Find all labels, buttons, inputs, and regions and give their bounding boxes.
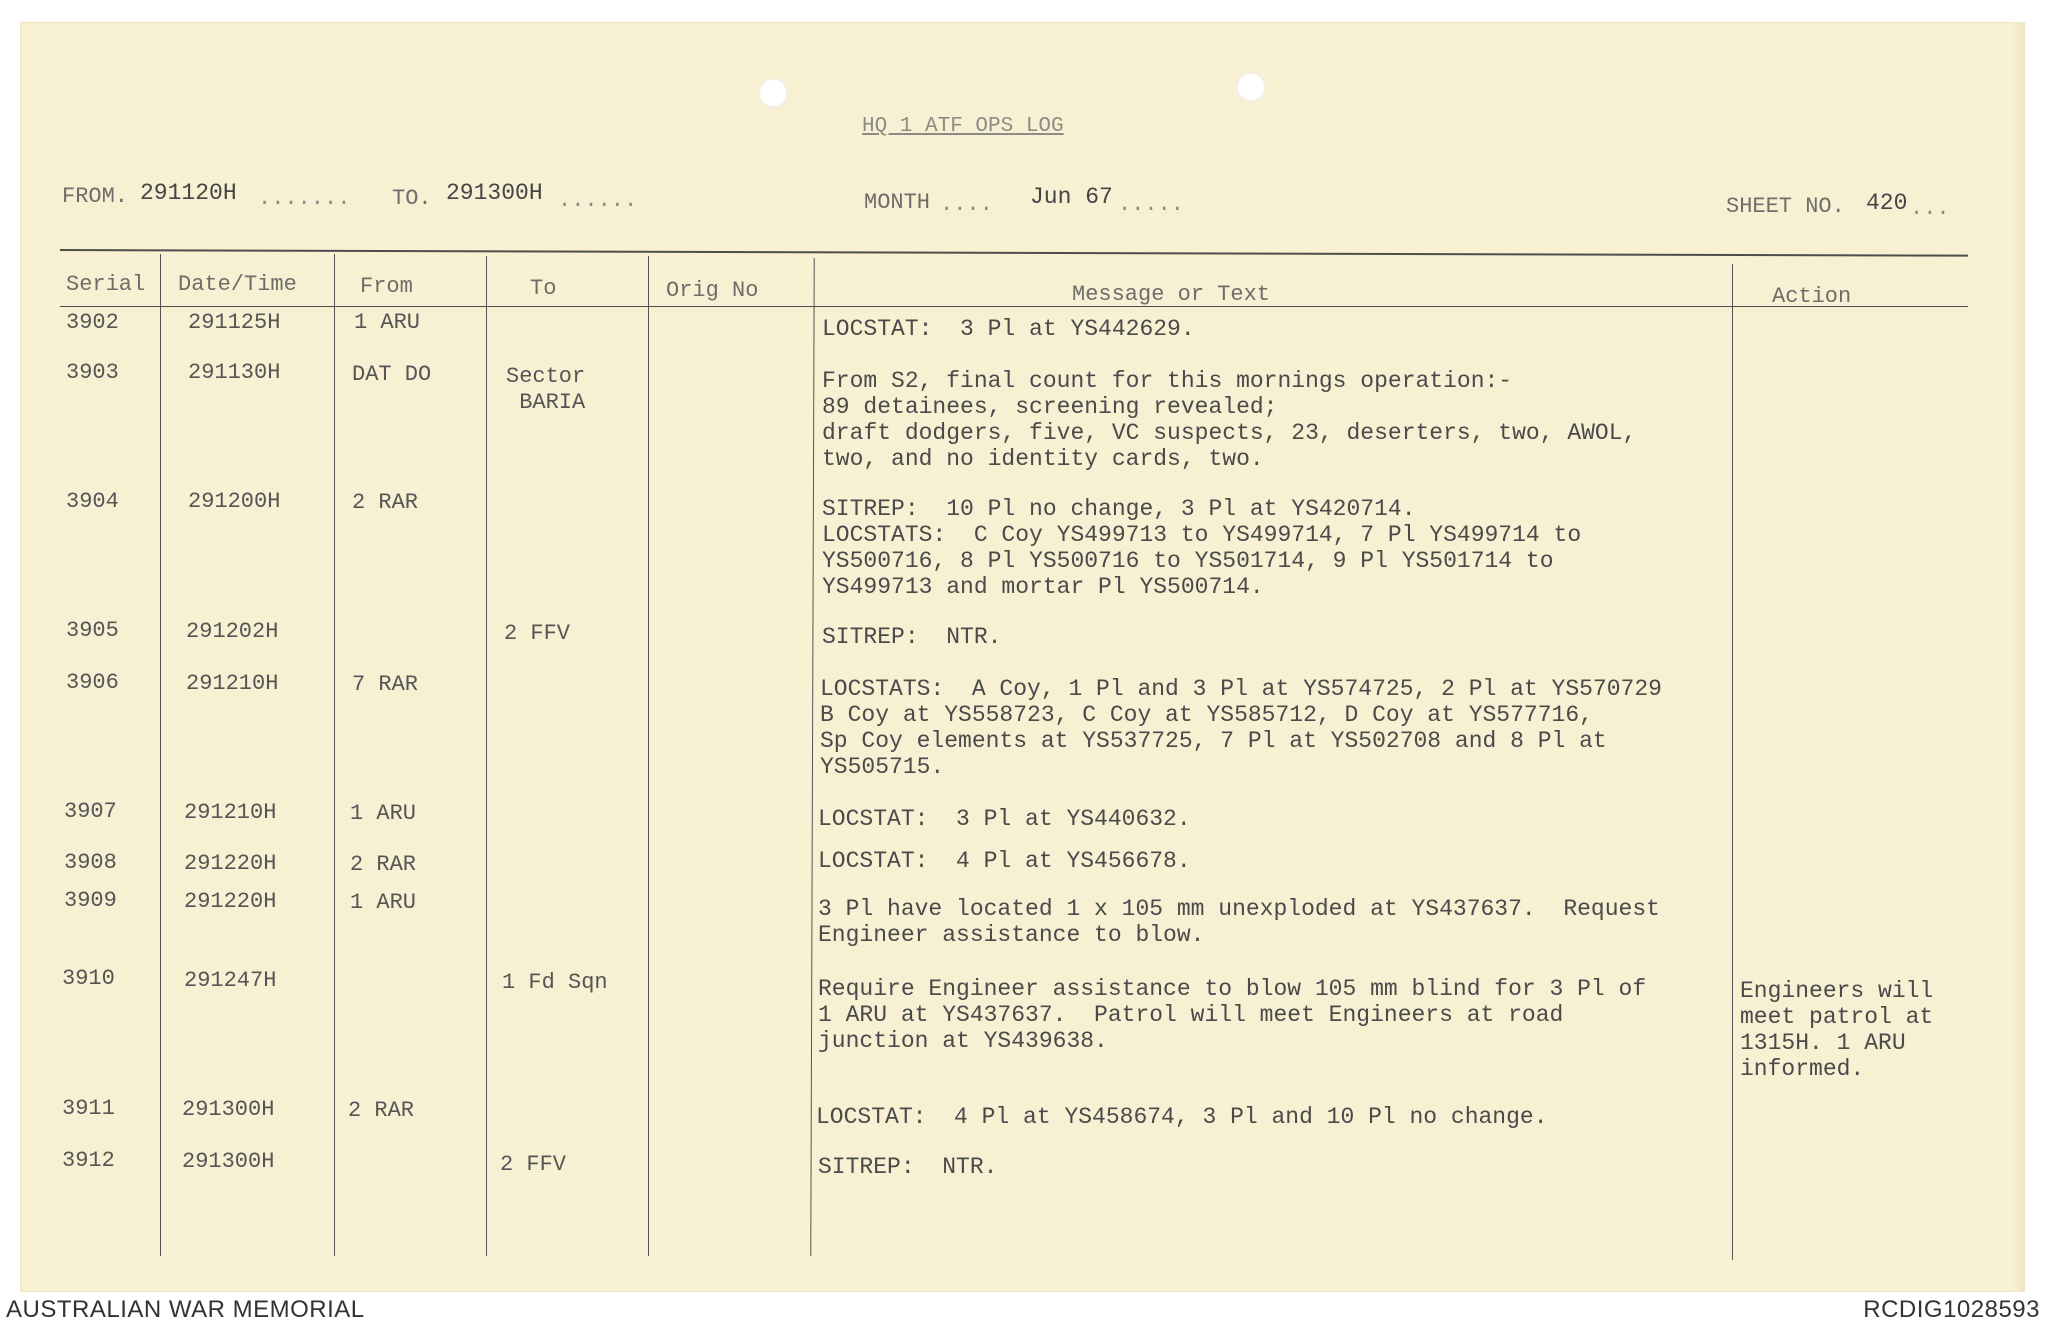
header-bottom-rule (60, 306, 1968, 307)
from-cell: 1 ARU (350, 801, 417, 826)
datetime-cell: 291300H (182, 1149, 275, 1174)
from-dots: ....... (258, 186, 351, 211)
datetime-cell: 291210H (186, 671, 279, 696)
footer-record-id: RCDIG1028593 (1863, 1296, 2040, 1323)
col-divider-serial (160, 254, 161, 1256)
to-value: 291300H (446, 180, 543, 206)
datetime-cell: 291300H (182, 1097, 275, 1122)
col-divider-datetime (334, 254, 335, 1256)
sheet-value: 420 (1866, 190, 1908, 216)
from-cell: 2 RAR (348, 1098, 415, 1123)
col-header-message: Message or Text (1072, 282, 1271, 307)
message-cell: LOCSTATS: A Coy, 1 Pl and 3 Pl at YS574725, 2 Pl at YS570729 B Coy at YS558723, C Coy at YS585712, D Coy at YS577716, Sp Coy elements at YS537725, 7 Pl at YS502708 and 8 Pl at YS505715. (820, 676, 1662, 780)
serial-cell: 3905 (66, 618, 119, 643)
to-cell: Sector BARIA (506, 364, 586, 415)
from-cell: 2 RAR (352, 490, 419, 515)
from-value: 291120H (140, 180, 237, 206)
message-cell: From S2, final count for this mornings operation:- 89 detainees, screening revealed; draft dodgers, five, VC suspects, 23, deserters, two, AWOL, two, and no identity cards, two. (822, 368, 1637, 472)
document-title: HQ 1 ATF OPS LOG (862, 115, 1064, 138)
month-dots-trailing: ..... (1118, 192, 1185, 217)
from-label: FROM. (62, 184, 129, 209)
col-header-serial: Serial (66, 272, 146, 297)
serial-cell: 3907 (64, 799, 117, 824)
serial-cell: 3911 (62, 1096, 115, 1121)
col-header-datetime: Date/Time (178, 272, 297, 297)
to-label: TO. (392, 186, 432, 211)
message-cell: LOCSTAT: 4 Pl at YS456678. (818, 848, 1191, 874)
punch-hole-left (758, 78, 788, 108)
sheet-dots: ... (1910, 196, 1950, 221)
to-cell: 2 FFV (504, 621, 571, 646)
action-cell: Engineers will meet patrol at 1315H. 1 ARU informed. (1740, 978, 1934, 1082)
col-divider-to (648, 256, 649, 1256)
serial-cell: 3903 (66, 360, 119, 385)
serial-cell: 3910 (62, 966, 115, 991)
message-cell: LOCSTAT: 4 Pl at YS458674, 3 Pl and 10 Pl no change. (816, 1104, 1548, 1130)
message-cell: SITREP: 10 Pl no change, 3 Pl at YS420714. LOCSTATS: C Coy YS499713 to YS499714, 7 Pl YS499714 to YS500716, 8 Pl YS500716 to YS501714, 9 Pl YS501714 to YS499713 and mortar Pl YS500714. (822, 496, 1582, 600)
to-cell: 1 Fd Sqn (502, 970, 608, 995)
month-value: Jun 67 (1030, 184, 1113, 210)
serial-cell: 3912 (62, 1148, 115, 1173)
from-cell: 7 RAR (352, 672, 419, 697)
datetime-cell: 291220H (184, 889, 277, 914)
col-divider-from (486, 256, 487, 1256)
month-label: MONTH (864, 190, 931, 215)
message-cell: SITREP: NTR. (822, 624, 1002, 650)
datetime-cell: 291200H (188, 489, 281, 514)
message-cell: SITREP: NTR. (818, 1154, 998, 1180)
message-cell: 3 Pl have located 1 x 105 mm unexploded at YS437637. Request Engineer assistance to blow. (818, 896, 1660, 948)
serial-cell: 3906 (66, 670, 119, 695)
serial-cell: 3909 (64, 888, 117, 913)
datetime-cell: 291220H (184, 851, 277, 876)
punch-hole-right (1236, 72, 1266, 102)
datetime-cell: 291247H (184, 968, 277, 993)
col-header-from: From (360, 274, 413, 299)
footer-credit: AUSTRALIAN WAR MEMORIAL (6, 1296, 365, 1323)
month-dots: .... (940, 192, 993, 217)
datetime-cell: 291130H (188, 360, 281, 385)
from-cell: 1 ARU (354, 310, 421, 335)
log-sheet (20, 22, 2025, 1292)
message-cell: LOCSTAT: 3 Pl at YS442629. (822, 316, 1195, 342)
col-header-orig: Orig No (666, 278, 759, 303)
col-header-to: To (530, 276, 557, 301)
serial-cell: 3902 (66, 310, 119, 335)
from-cell: DAT DO (352, 362, 432, 387)
message-cell: Require Engineer assistance to blow 105 mm blind for 3 Pl of 1 ARU at YS437637. Patrol will meet Engineers at road junction at YS439638. (818, 976, 1647, 1054)
to-cell: 2 FFV (500, 1152, 567, 1177)
col-divider-message (1732, 264, 1733, 1260)
serial-cell: 3904 (66, 489, 119, 514)
from-cell: 1 ARU (350, 890, 417, 915)
message-cell: LOCSTAT: 3 Pl at YS440632. (818, 806, 1191, 832)
to-dots: ...... (558, 188, 638, 213)
datetime-cell: 291125H (188, 310, 281, 335)
col-header-action: Action (1772, 284, 1852, 309)
from-cell: 2 RAR (350, 852, 417, 877)
datetime-cell: 291202H (186, 619, 279, 644)
datetime-cell: 291210H (184, 800, 277, 825)
sheet-label: SHEET NO. (1726, 194, 1845, 219)
serial-cell: 3908 (64, 850, 117, 875)
